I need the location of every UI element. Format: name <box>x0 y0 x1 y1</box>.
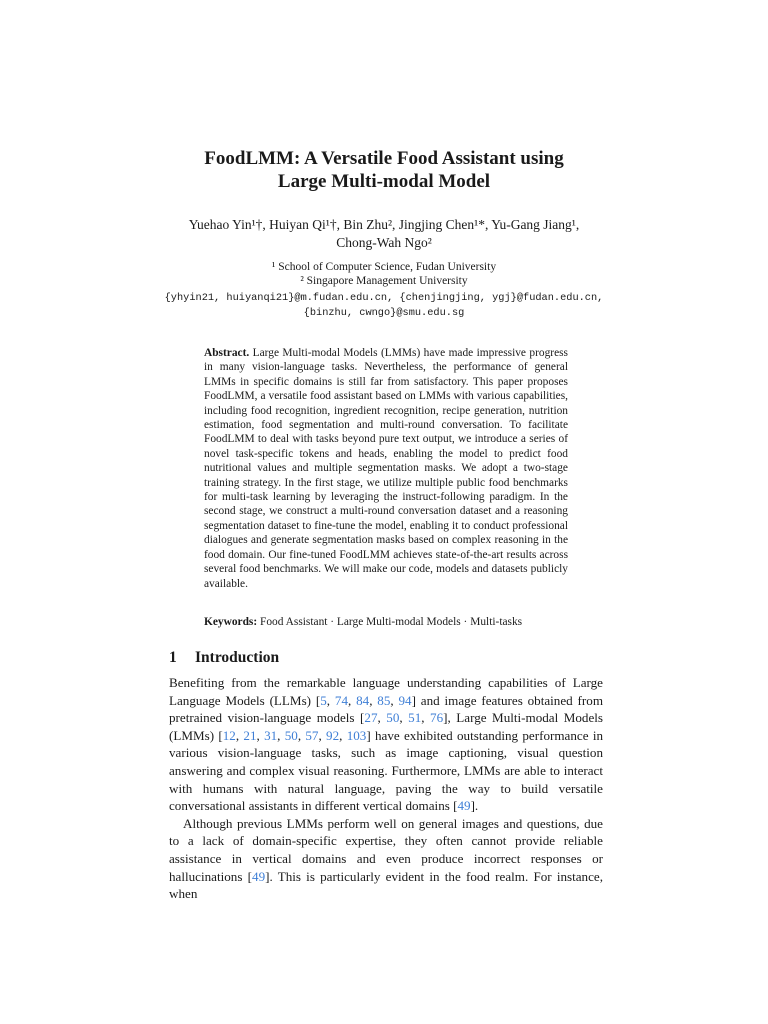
citation-link[interactable]: 84 <box>356 692 370 708</box>
affiliation-1: ¹ School of Computer Science, Fudan University <box>271 261 497 273</box>
citation-link[interactable]: 50 <box>284 727 298 743</box>
title-line-1: FoodLMM: A Versatile Food Assistant using <box>204 148 564 169</box>
abstract-label: Abstract. <box>204 347 250 359</box>
citation-link[interactable]: 94 <box>398 692 412 708</box>
paragraph-2 <box>169 815 603 903</box>
keywords-label: Keywords: <box>204 616 258 628</box>
citation-link[interactable]: 92 <box>326 727 340 743</box>
authors-line-1: Yuehao Yin¹†, Huiyan Qi¹†, Bin Zhu², Jingjing Chen¹*, Yu-Gang Jiang¹, <box>188 217 580 232</box>
abstract-text: Large Multi-modal Models (LMMs) have made impressive progress in many vision-language tasks. Nevertheless, the performance of general LMMs in specific domains is still far from satisfactory. This paper proposes FoodLMM, a versatile food assistant based on LMMs with various capabilities, including food recognition, ingredient recognition, recipe generation, nutrition estimation, food segmentation and multi-round conversation. To facilitate FoodLMM to deal with tasks beyond pure text output, we introduce a series of novel task-specific tokens and heads, enabling the model to predict food nutritional values and multiple segmentation masks. We adopt a two-stage training strategy. In the first stage, we utilize multiple public food benchmarks for multi-task learning by leveraging the instruct-following paradigm. In the second stage, we construct a multi-round conversation dataset and a reasoning segmentation dataset to fine-tune the model, enabling it to conduct professional dialogues and generate segmentation masks based on complex reasoning in the food domain. Our fine-tuned FoodLMM achieves state-of-the-art results across several food benchmarks. We will make our code, models and datasets publicly available. <box>204 347 568 590</box>
citation-link[interactable]: 51 <box>408 710 422 726</box>
abstract <box>204 346 568 591</box>
paragraph-text: ]. This is particularly evident in the food realm. For instance, when <box>169 868 603 902</box>
citation-link[interactable]: 85 <box>377 692 391 708</box>
author-emails <box>150 291 618 320</box>
citation-link[interactable]: 76 <box>430 710 444 726</box>
citation-link[interactable]: 74 <box>334 692 348 708</box>
citation-link[interactable]: 103 <box>346 727 367 743</box>
section-number: 1 <box>169 649 177 666</box>
keywords-text: Food Assistant · Large Multi-modal Models · Multi-tasks <box>260 616 523 628</box>
citation-link[interactable]: 57 <box>305 727 319 743</box>
citation-link[interactable]: 49 <box>252 868 266 884</box>
citation-group-2: 27, 50, 51, 76 <box>364 710 444 726</box>
keywords <box>204 615 568 629</box>
paragraph-text: ]. <box>470 798 479 814</box>
title-line-2: Large Multi-modal Model <box>277 171 491 192</box>
section-title: Introduction <box>195 649 280 666</box>
email-line-2: {binzhu, cwngo}@smu.edu.sg <box>303 306 465 319</box>
paragraph-text: ], Large Multi-modal Models (LMMs) [ <box>169 710 604 743</box>
section-heading <box>169 649 279 667</box>
citation-link[interactable]: 27 <box>364 710 378 726</box>
authors-line-2: Chong-Wah Ngo² <box>336 235 432 250</box>
paragraph-text: ] and image features obtained from pretrained vision-language models [ <box>169 692 604 726</box>
citation-link[interactable]: 21 <box>243 727 257 743</box>
paragraph-text: Although previous LMMs perform well on general images and questions, due to a lack of domain-specific expertise, they often cannot provide reliable assistance in vertical domains and even produce incorrect responses or hallucinations [ <box>169 815 603 884</box>
paragraph-text: ] have exhibited outstanding performance in various vision-language tasks, such as image captioning, visual question answering and complex visual reasoning. Furthermore, LMMs are able to interact with humans with natural language, paving the way to build versatile conversational assistants in different vertical domains [ <box>169 727 604 814</box>
citation-link[interactable]: 31 <box>264 727 278 743</box>
citation-link[interactable]: 50 <box>386 710 400 726</box>
paper-title <box>0 147 768 193</box>
affiliation-2: ² Singapore Management University <box>300 274 468 287</box>
citation-link[interactable]: 49 <box>457 798 471 814</box>
introduction-body <box>169 674 603 903</box>
author-list <box>150 216 618 252</box>
paragraph-1 <box>169 674 603 815</box>
citation-group-3: 12, 21, 31, 50, 57, 92, 103 <box>222 727 367 743</box>
paragraph-text: Benefiting from the remarkable language understanding capabilities of Large Language Models (LLMs) [ <box>169 675 603 708</box>
affiliations <box>150 261 618 288</box>
citation-group-1: 5, 74, 84, 85, 94 <box>320 692 412 708</box>
email-line-1: {yhyin21, huiyanqi21}@m.fudan.edu.cn, {chenjingjing, ygj}@fudan.edu.cn, <box>164 292 604 304</box>
citation-link[interactable]: 12 <box>222 727 236 743</box>
citation-link[interactable]: 5 <box>320 692 327 708</box>
